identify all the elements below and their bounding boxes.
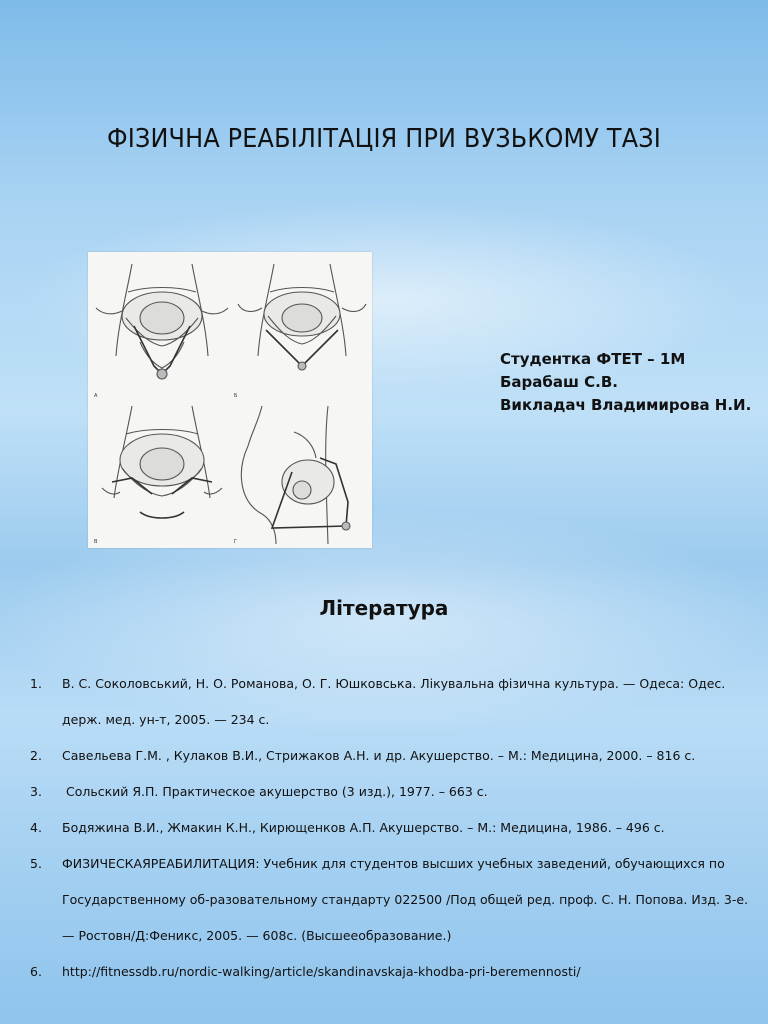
figure-panel-a: [92, 256, 232, 401]
list-item: [30, 738, 750, 774]
pelvis-measurement-back-icon: [92, 402, 232, 547]
author-block: [500, 348, 751, 417]
list-number: 1.: [30, 676, 42, 691]
slide-title: ФІЗИЧНА РЕАБІЛІТАЦІЯ ПРИ ВУЗЬКОМУ ТАЗІ: [106, 124, 662, 154]
reference-list: [30, 666, 750, 990]
list-item: [30, 954, 750, 990]
pelvis-measurement-side-icon: [232, 402, 372, 547]
figure-panel-d: [232, 402, 372, 547]
panel-label: Г: [234, 539, 238, 545]
reference-text: Сольский Я.П. Практическое акушерство (3 изд.), 1977. – 663 с.: [62, 784, 488, 799]
pelvis-measurement-front-icon: [92, 256, 232, 401]
list-number: 5.: [30, 856, 42, 871]
list-number: 3.: [30, 784, 42, 799]
reference-text: ФИЗИЧЕСКАЯРЕАБИЛИТАЦИЯ: Учебник для студентов высших учебных заведений, обучающихся по Государственному об-разовательному стандарту 022500 /Под общей ред. проф. С. Н. Попова. Изд. 3-е. — Ростовн/Д:Феникс, 2005. — 608с. (Высшееобразование.): [62, 856, 749, 943]
literature-heading: Література: [319, 596, 449, 620]
pelvis-measurement-front-icon: [232, 256, 372, 401]
reference-link[interactable]: http://fitnessdb.ru/nordic-walking/article/skandinavskaja-khodba-pri-beremennosti/: [62, 964, 581, 979]
panel-label: Б: [234, 393, 238, 399]
list-number: 6.: [30, 964, 42, 979]
panel-label: В: [94, 539, 98, 545]
teacher-line: Викладач Владимирова Н.И.: [500, 396, 752, 414]
list-number: 2.: [30, 748, 42, 763]
list-item: [30, 846, 750, 954]
figure-panel-b: [232, 256, 372, 401]
student-line: Студентка ФТЕТ – 1М: [500, 350, 686, 368]
reference-text: В. С. Соколовський, Н. О. Романова, О. Г. Юшковська. Лікувальна фізична культура. — Одеса: Одес. держ. мед. ун-т, 2005. — 234 с.: [62, 676, 726, 727]
reference-text: Савельева Г.М. , Кулаков В.И., Стрижаков А.Н. и др. Акушерство. – М.: Медицина, 2000. – 816 с.: [62, 748, 696, 763]
panel-label: А: [94, 393, 98, 399]
list-number: 4.: [30, 820, 42, 835]
list-item: [30, 666, 750, 738]
list-item: [30, 774, 750, 810]
list-item: [30, 810, 750, 846]
reference-text: Бодяжина В.И., Жмакин К.Н., Кирющенков А.П. Акушерство. – М.: Медицина, 1986. – 496 с.: [62, 820, 665, 835]
pelvis-measurement-figure: [88, 252, 372, 548]
student-name: Барабаш С.В.: [500, 373, 619, 391]
figure-panel-c: [92, 402, 232, 547]
